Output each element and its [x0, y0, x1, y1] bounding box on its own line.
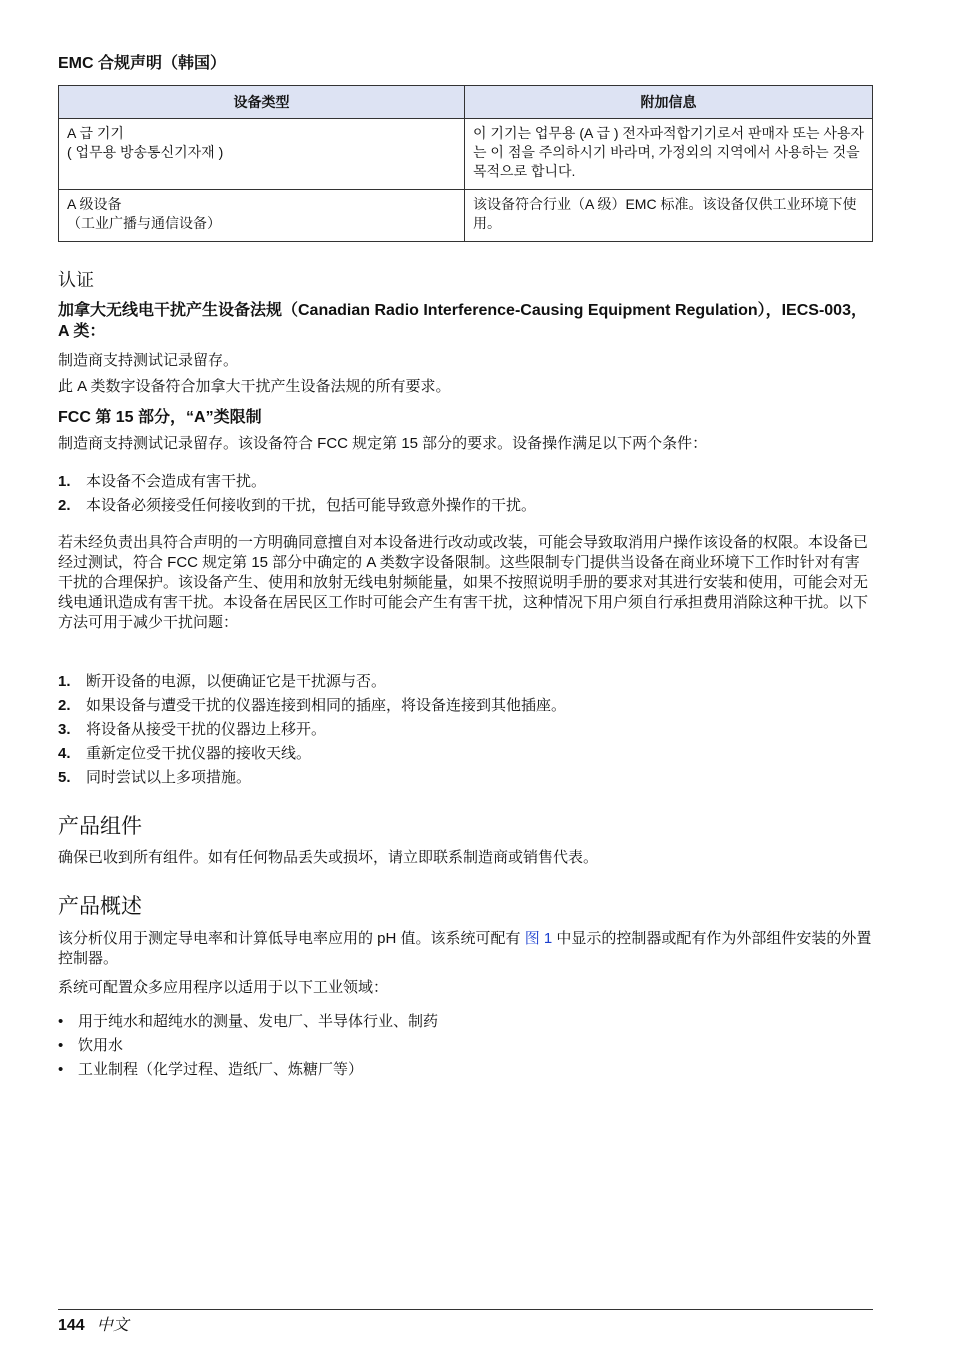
product-overview-paragraph-1: 该分析仪用于测定导电率和计算低导电率应用的 pH 值。该系统可配有 图 1 中显示的控制器或配有作为外部组件安装的外置控制器。: [58, 930, 872, 967]
page-number: 144: [58, 1317, 85, 1334]
emc-korea-heading: EMC 合规声明（韩国）: [58, 55, 227, 72]
industry-applications-list: [58, 1012, 438, 1084]
column-header-additional-info: 附加信息: [465, 86, 873, 119]
equipment-type-cell: [59, 190, 465, 242]
additional-info-cell: 该设备符合行业（A 级）EMC 标准。该设备仅供工业环境下使用。: [465, 190, 873, 242]
figure-1-link[interactable]: 图 1: [524, 930, 553, 947]
equipment-type-line: A 급 기기: [67, 125, 124, 141]
list-item: 1. 断开设备的电源，以便确证它是干扰源与否。: [58, 673, 387, 690]
product-overview-heading: 产品概述: [58, 895, 142, 918]
product-components-paragraph: 确保已收到所有组件。如有任何物品丢失或损坏，请立即联系制造商或销售代表。: [58, 849, 599, 866]
list-item: • 饮用水: [58, 1037, 124, 1054]
page-footer: [58, 1312, 129, 1335]
list-item: 2. 如果设备与遭受干扰的仪器连接到相同的插座，将设备连接到其他插座。: [58, 697, 567, 714]
table-row: [59, 119, 873, 190]
table-header-row: [59, 86, 873, 119]
list-item: 5. 同时尝试以上多项措施。: [58, 769, 252, 786]
product-overview-paragraph-2: 系统可配置众多应用程序以适用于以下工业领域：: [58, 979, 389, 996]
footer-divider: [58, 1309, 873, 1310]
equipment-type-line: A 级设备: [67, 196, 122, 212]
equipment-type-line: （工业广播与通信设备）: [67, 215, 221, 231]
fcc-heading: FCC 第 15 部分，“A”类限制: [58, 409, 262, 426]
equipment-type-line: ( 업무용 방송통신기자재 ): [67, 144, 224, 160]
table-row: [59, 190, 873, 242]
certification-heading: 认证: [58, 270, 94, 290]
list-item: • 工业制程（化学过程、造纸厂、炼糖厂等）: [58, 1061, 364, 1078]
product-components-heading: 产品组件: [58, 815, 142, 838]
canada-paragraph-1: 制造商支持测试记录留存。: [58, 352, 239, 369]
list-item: 1. 本设备不会造成有害干扰。: [58, 473, 267, 490]
canada-regulation-heading: 加拿大无线电干扰产生设备法规（Canadian Radio Interference-Causing Equipment Regulation），IECS-003，A 类：: [58, 302, 867, 340]
additional-info-cell: 이 기기는 업무용 (A 급 ) 전자파적합기기로서 판매자 또는 사용자는 이 점을 주의하시기 바라며, 가정외의 지역에서 사용하는 것을 목적으로 합니다.: [465, 119, 873, 190]
footer-language: 中文: [96, 1317, 129, 1334]
emc-table: [58, 85, 873, 242]
fcc-conditions-list: [58, 472, 536, 520]
list-item: 3. 将设备从接受干扰的仪器边上移开。: [58, 721, 327, 738]
equipment-type-cell: [59, 119, 465, 190]
list-item: 4. 重新定位受干扰仪器的接收天线。: [58, 745, 312, 762]
column-header-equipment-type: 设备类型: [59, 86, 465, 119]
interference-measures-list: [58, 672, 566, 792]
canada-paragraph-2: 此 A 类数字设备符合加拿大干扰产生设备法规的所有要求。: [58, 378, 451, 395]
list-item: • 用于纯水和超纯水的测量、发电厂、半导体行业、制药: [58, 1013, 439, 1030]
list-item: 2. 本设备必须接受任何接收到的干扰，包括可能导致意外操作的干扰。: [58, 497, 537, 514]
fcc-paragraph-2: 若未经负责出具符合声明的一方明确同意擅自对本设备进行改动或改装，可能会导致取消用户操作该设备的权限。本设备已经过测试，符合 FCC 规定第 15 部分中确定的 A 类数字设备限制。这些限制专门提供当设备在商业环境下工作时针对有害干扰的合理保护。该设备产生、使用和放射无线电射频能量，如果不按照说明手册的要求对其进行安装和使用，可能会对无线电通讯造成有害干扰。本设备在居民区工作时可能会产生有害干扰，这种情况下用户须自行承担费用消除这种干扰。以下方法可用于减少干扰问题：: [58, 534, 869, 631]
fcc-paragraph-1: 制造商支持测试记录留存。该设备符合 FCC 规定第 15 部分的要求。设备操作满足以下两个条件：: [58, 435, 708, 452]
